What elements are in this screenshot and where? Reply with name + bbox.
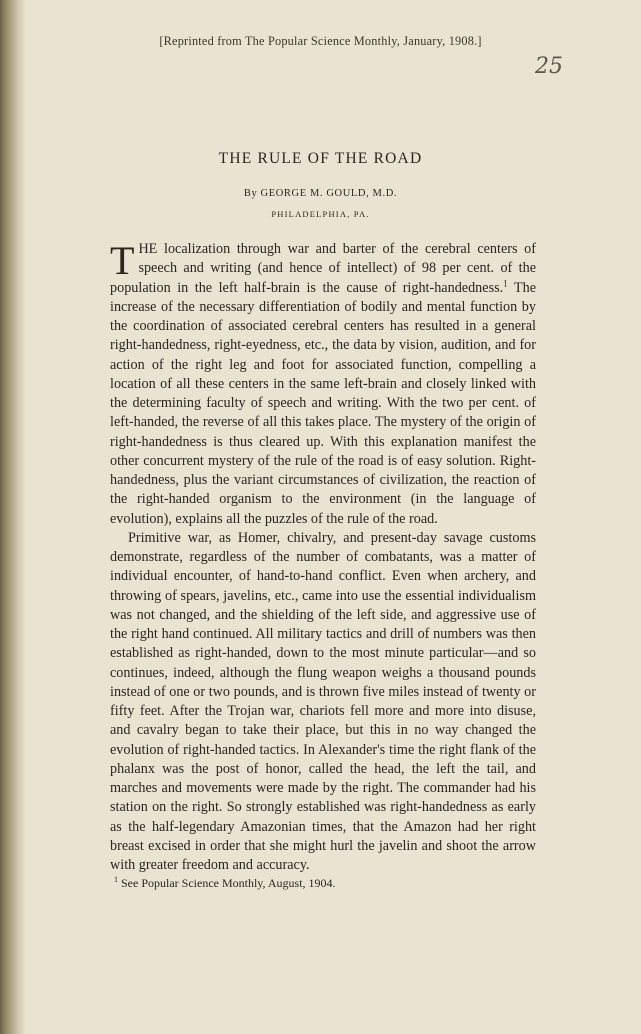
drop-cap: T xyxy=(110,238,135,283)
footnote-marker: 1 xyxy=(503,277,508,288)
paragraph-2: Primitive war, as Homer, chivalry, and present-day savage customs demonstrate, regardless of the number of combatants, was a matter of individual encounter, of hand-to-hand conflict. Even when archery, and throwing of spears, javelins, etc., came into use the essential individualism was not changed, and the shielding of the left side, and aggressive use of the right hand continued. All military tactics and drill of numbers was then established as right-handed, down to the most minute particular—and so continues, indeed, although the flung weapon weighs a thousand pounds instead of one or two pounds, and is thrown five miles instead of twenty or fifty feet. After the Trojan war, chariots fell more and more into disuse, and cavalry began to take their place, but this in no way changed the evolution of right-handed tactics. In Alexander's time the right flank of the phalanx was the post of honor, called the head, the left the tail, and marches and movements were made by the right. The commander had his station on the right. So strongly established was right-handedness as early as the half-legendary Amazonian times, that the Amazon had her right breast excised in order that she might hurl the javelin and shoot the arrow with greater freedom and accuracy. xyxy=(110,529,536,873)
footnote-number: 1 xyxy=(114,875,118,885)
author-location: PHILADELPHIA, PA. xyxy=(271,209,370,219)
pencil-annotation: 25 xyxy=(535,54,563,79)
footnote xyxy=(110,875,536,891)
paragraph-1-text: HE localization through war and barter of the cerebral centers of speech and writing (and hence of intellect) of 98 per cent. of the population in the left half-brain is the cause of right-handedness. xyxy=(110,241,536,296)
article-body xyxy=(110,240,536,891)
author-byline: By GEORGE M. GOULD, M.D. xyxy=(243,188,398,199)
reprint-note: [Reprinted from The Popular Science Monthly, January, 1908.] xyxy=(159,34,482,48)
paragraph-1 xyxy=(110,240,536,529)
article-title: THE RULE OF THE ROAD xyxy=(218,150,423,167)
paragraph-1-text-continued: The increase of the necessary differentiation of bodily and mental function by the coordination of associated cerebral centers has resulted in a general right-handedness, right-eyedness, etc., the data by vision, audition, and for action of the right leg and foot for associated function, compelling a location of all these centers in the same left-brain and closely linked with the determining faculty of speech and writing. With the two per cent. of left-handed, the reverse of all this takes place. The mystery of the origin of right-handedness is thus cleared up. With this explanation manifest the other concurrent mystery of the rule of the road is of easy solution. Right-handedness, plus the variant circumstances of civilization, the reaction of the right-handed organism to the environment (in the language of evolution), explains all the puzzles of the rule of the road. xyxy=(110,279,536,527)
footnote-text: See Popular Science Monthly, August, 1904. xyxy=(121,876,336,891)
